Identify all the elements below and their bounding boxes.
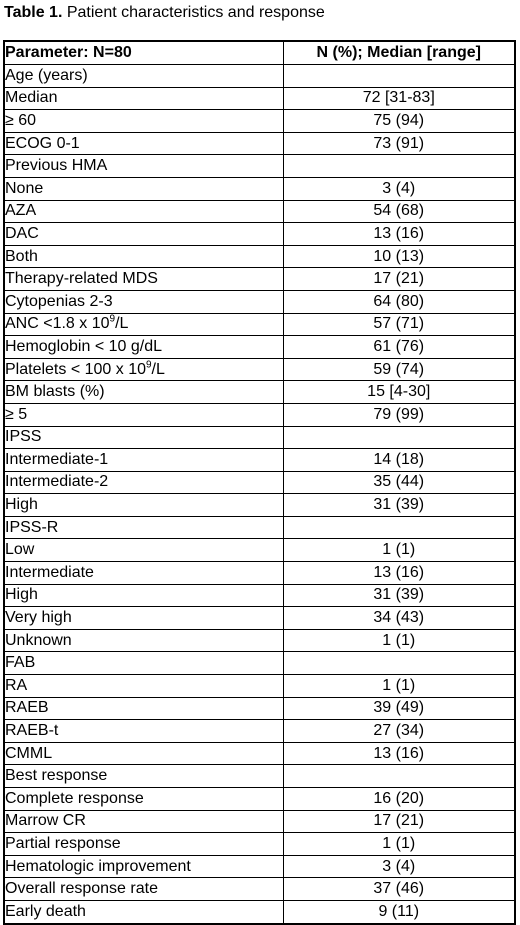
row-value: 34 (43) [283, 607, 515, 630]
row-parameter [4, 426, 283, 449]
row-parameter-text: Median [5, 89, 58, 107]
row-parameter-text: Hemoglobin < 10 g/dL [5, 337, 162, 355]
table-row [4, 426, 515, 449]
row-parameter [4, 245, 283, 268]
row-value: 1 (1) [283, 833, 515, 856]
table-row [4, 742, 515, 765]
table-row [4, 584, 515, 607]
row-parameter-text: Complete response [5, 789, 144, 807]
row-parameter-text: Early death [5, 902, 86, 920]
row-parameter-text: Low [5, 541, 35, 559]
table-row [4, 855, 515, 878]
table-row [4, 539, 515, 562]
table-row [4, 336, 515, 359]
row-parameter [4, 855, 283, 878]
table-row [4, 607, 515, 630]
patient-characteristics-table [3, 40, 516, 925]
row-parameter-superscript: 9 [109, 314, 116, 325]
table-row [4, 403, 515, 426]
row-value: 13 (16) [283, 562, 515, 585]
row-parameter-text: IPSS [5, 428, 42, 446]
table-row [4, 900, 515, 923]
table-row [4, 516, 515, 539]
row-value: 17 (21) [283, 810, 515, 833]
row-parameter [4, 539, 283, 562]
row-value [283, 516, 515, 539]
row-parameter [4, 697, 283, 720]
table-row [4, 833, 515, 856]
table-row [4, 765, 515, 788]
table-row [4, 358, 515, 381]
table-row [4, 200, 515, 223]
row-parameter-text: High [5, 586, 38, 604]
row-parameter [4, 313, 283, 336]
row-parameter [4, 471, 283, 494]
row-value: 27 (34) [283, 720, 515, 743]
table-row [4, 449, 515, 472]
row-parameter-text: Unknown [5, 631, 72, 649]
row-value: 10 (13) [283, 245, 515, 268]
row-parameter-text: Very high [5, 609, 72, 627]
row-parameter-text: IPSS-R [5, 518, 59, 536]
table-header-row [4, 41, 515, 65]
row-value: 13 (16) [283, 742, 515, 765]
row-parameter [4, 268, 283, 291]
row-parameter-superscript: 9 [145, 359, 152, 371]
table-row [4, 65, 515, 88]
row-value: 31 (39) [283, 584, 515, 607]
row-parameter [4, 200, 283, 223]
row-value [283, 155, 515, 178]
table-row [4, 290, 515, 313]
table-row [4, 313, 515, 336]
row-parameter-suffix: /L [151, 360, 165, 378]
row-parameter [4, 652, 283, 675]
table-row [4, 562, 515, 585]
row-value: 1 (1) [283, 675, 515, 698]
row-parameter-text: Therapy-related MDS [5, 270, 158, 288]
row-value: 79 (99) [283, 403, 515, 426]
row-value: 35 (44) [283, 471, 515, 494]
row-parameter [4, 833, 283, 856]
row-value: 75 (94) [283, 110, 515, 133]
row-parameter [4, 516, 283, 539]
row-parameter [4, 403, 283, 426]
row-parameter-text: ≥ 5 [5, 405, 28, 423]
row-parameter-text: Previous HMA [5, 157, 108, 175]
row-parameter-text: RAEB-t [5, 722, 59, 740]
row-parameter-text: Partial response [5, 834, 121, 852]
row-value: 1 (1) [283, 629, 515, 652]
row-value: 61 (76) [283, 336, 515, 359]
row-parameter [4, 742, 283, 765]
row-parameter [4, 584, 283, 607]
table-body [4, 65, 515, 924]
row-parameter [4, 110, 283, 133]
table-row [4, 381, 515, 404]
row-value: 3 (4) [283, 177, 515, 200]
row-parameter [4, 336, 283, 359]
table-row [4, 494, 515, 517]
row-value: 73 (91) [283, 132, 515, 155]
row-parameter-text: ≥ 60 [5, 111, 37, 129]
row-parameter [4, 788, 283, 811]
table-row [4, 471, 515, 494]
row-parameter-text: AZA [5, 202, 37, 220]
table-row [4, 675, 515, 698]
table-caption [4, 3, 325, 23]
row-parameter-text: None [5, 179, 44, 197]
row-value: 1 (1) [283, 539, 515, 562]
row-parameter-text: ANC <1.8 x 10 [5, 315, 110, 333]
row-value [283, 65, 515, 88]
row-value: 15 [4-30] [283, 381, 515, 404]
row-parameter-text: Overall response rate [5, 880, 158, 898]
row-value: 3 (4) [283, 855, 515, 878]
row-parameter-text: Age (years) [5, 66, 88, 84]
row-parameter [4, 177, 283, 200]
table-row [4, 720, 515, 743]
row-parameter [4, 223, 283, 246]
table-row [4, 245, 515, 268]
table-caption-text: Patient characteristics and response [66, 4, 325, 21]
table-row [4, 155, 515, 178]
row-value [283, 426, 515, 449]
row-parameter [4, 290, 283, 313]
row-value: 59 (74) [283, 358, 515, 381]
row-parameter [4, 675, 283, 698]
row-value: 72 [31-83] [283, 87, 515, 110]
row-value: 54 (68) [283, 200, 515, 223]
row-parameter-text: RAEB [5, 699, 49, 717]
row-parameter [4, 629, 283, 652]
row-parameter [4, 132, 283, 155]
row-parameter-text: Intermediate-2 [5, 473, 109, 491]
row-parameter-text: CMML [5, 744, 53, 762]
row-parameter [4, 765, 283, 788]
row-parameter [4, 65, 283, 88]
row-value: 16 (20) [283, 788, 515, 811]
row-value [283, 765, 515, 788]
row-value: 17 (21) [283, 268, 515, 291]
row-value: 57 (71) [283, 313, 515, 336]
row-parameter [4, 358, 283, 381]
row-parameter [4, 900, 283, 923]
table-row [4, 697, 515, 720]
table-row [4, 223, 515, 246]
row-parameter [4, 381, 283, 404]
row-value: 13 (16) [283, 223, 515, 246]
row-parameter-text: Both [5, 247, 38, 265]
row-parameter-text: RA [5, 676, 28, 694]
row-parameter-text: Marrow CR [5, 812, 86, 830]
row-value: 31 (39) [283, 494, 515, 517]
table-row [4, 810, 515, 833]
table-row [4, 110, 515, 133]
table-row [4, 878, 515, 901]
header-parameter: Parameter: N=80 [4, 41, 283, 65]
row-parameter-suffix: /L [115, 315, 129, 333]
row-parameter-text: Intermediate [5, 563, 94, 581]
table-row [4, 629, 515, 652]
table-row [4, 788, 515, 811]
row-parameter [4, 878, 283, 901]
row-parameter [4, 155, 283, 178]
row-parameter [4, 87, 283, 110]
row-value: 64 (80) [283, 290, 515, 313]
row-parameter-text: Intermediate-1 [5, 450, 109, 468]
row-value: 37 (46) [283, 878, 515, 901]
row-parameter [4, 607, 283, 630]
table-row [4, 268, 515, 291]
header-value: N (%); Median [range] [283, 41, 515, 65]
table-caption-label: Table 1. [4, 4, 63, 21]
row-parameter-text: FAB [5, 654, 36, 672]
row-parameter [4, 810, 283, 833]
row-value: 9 (11) [283, 900, 515, 923]
table-row [4, 652, 515, 675]
row-parameter [4, 562, 283, 585]
row-parameter [4, 494, 283, 517]
row-value [283, 652, 515, 675]
row-parameter-text: Best response [5, 767, 108, 785]
row-parameter [4, 449, 283, 472]
row-parameter-text: Platelets < 100 x 10 [5, 360, 146, 378]
row-value: 39 (49) [283, 697, 515, 720]
row-parameter-text: Hematologic improvement [5, 857, 191, 875]
table-row [4, 177, 515, 200]
table-row [4, 132, 515, 155]
row-parameter-text: Cytopenias 2-3 [5, 292, 113, 310]
row-parameter-text: BM blasts (%) [5, 383, 105, 401]
row-parameter [4, 720, 283, 743]
row-parameter-text: ECOG 0-1 [5, 134, 80, 152]
row-parameter-text: DAC [5, 224, 39, 242]
row-parameter-text: High [5, 496, 38, 514]
row-value: 14 (18) [283, 449, 515, 472]
table-row [4, 87, 515, 110]
